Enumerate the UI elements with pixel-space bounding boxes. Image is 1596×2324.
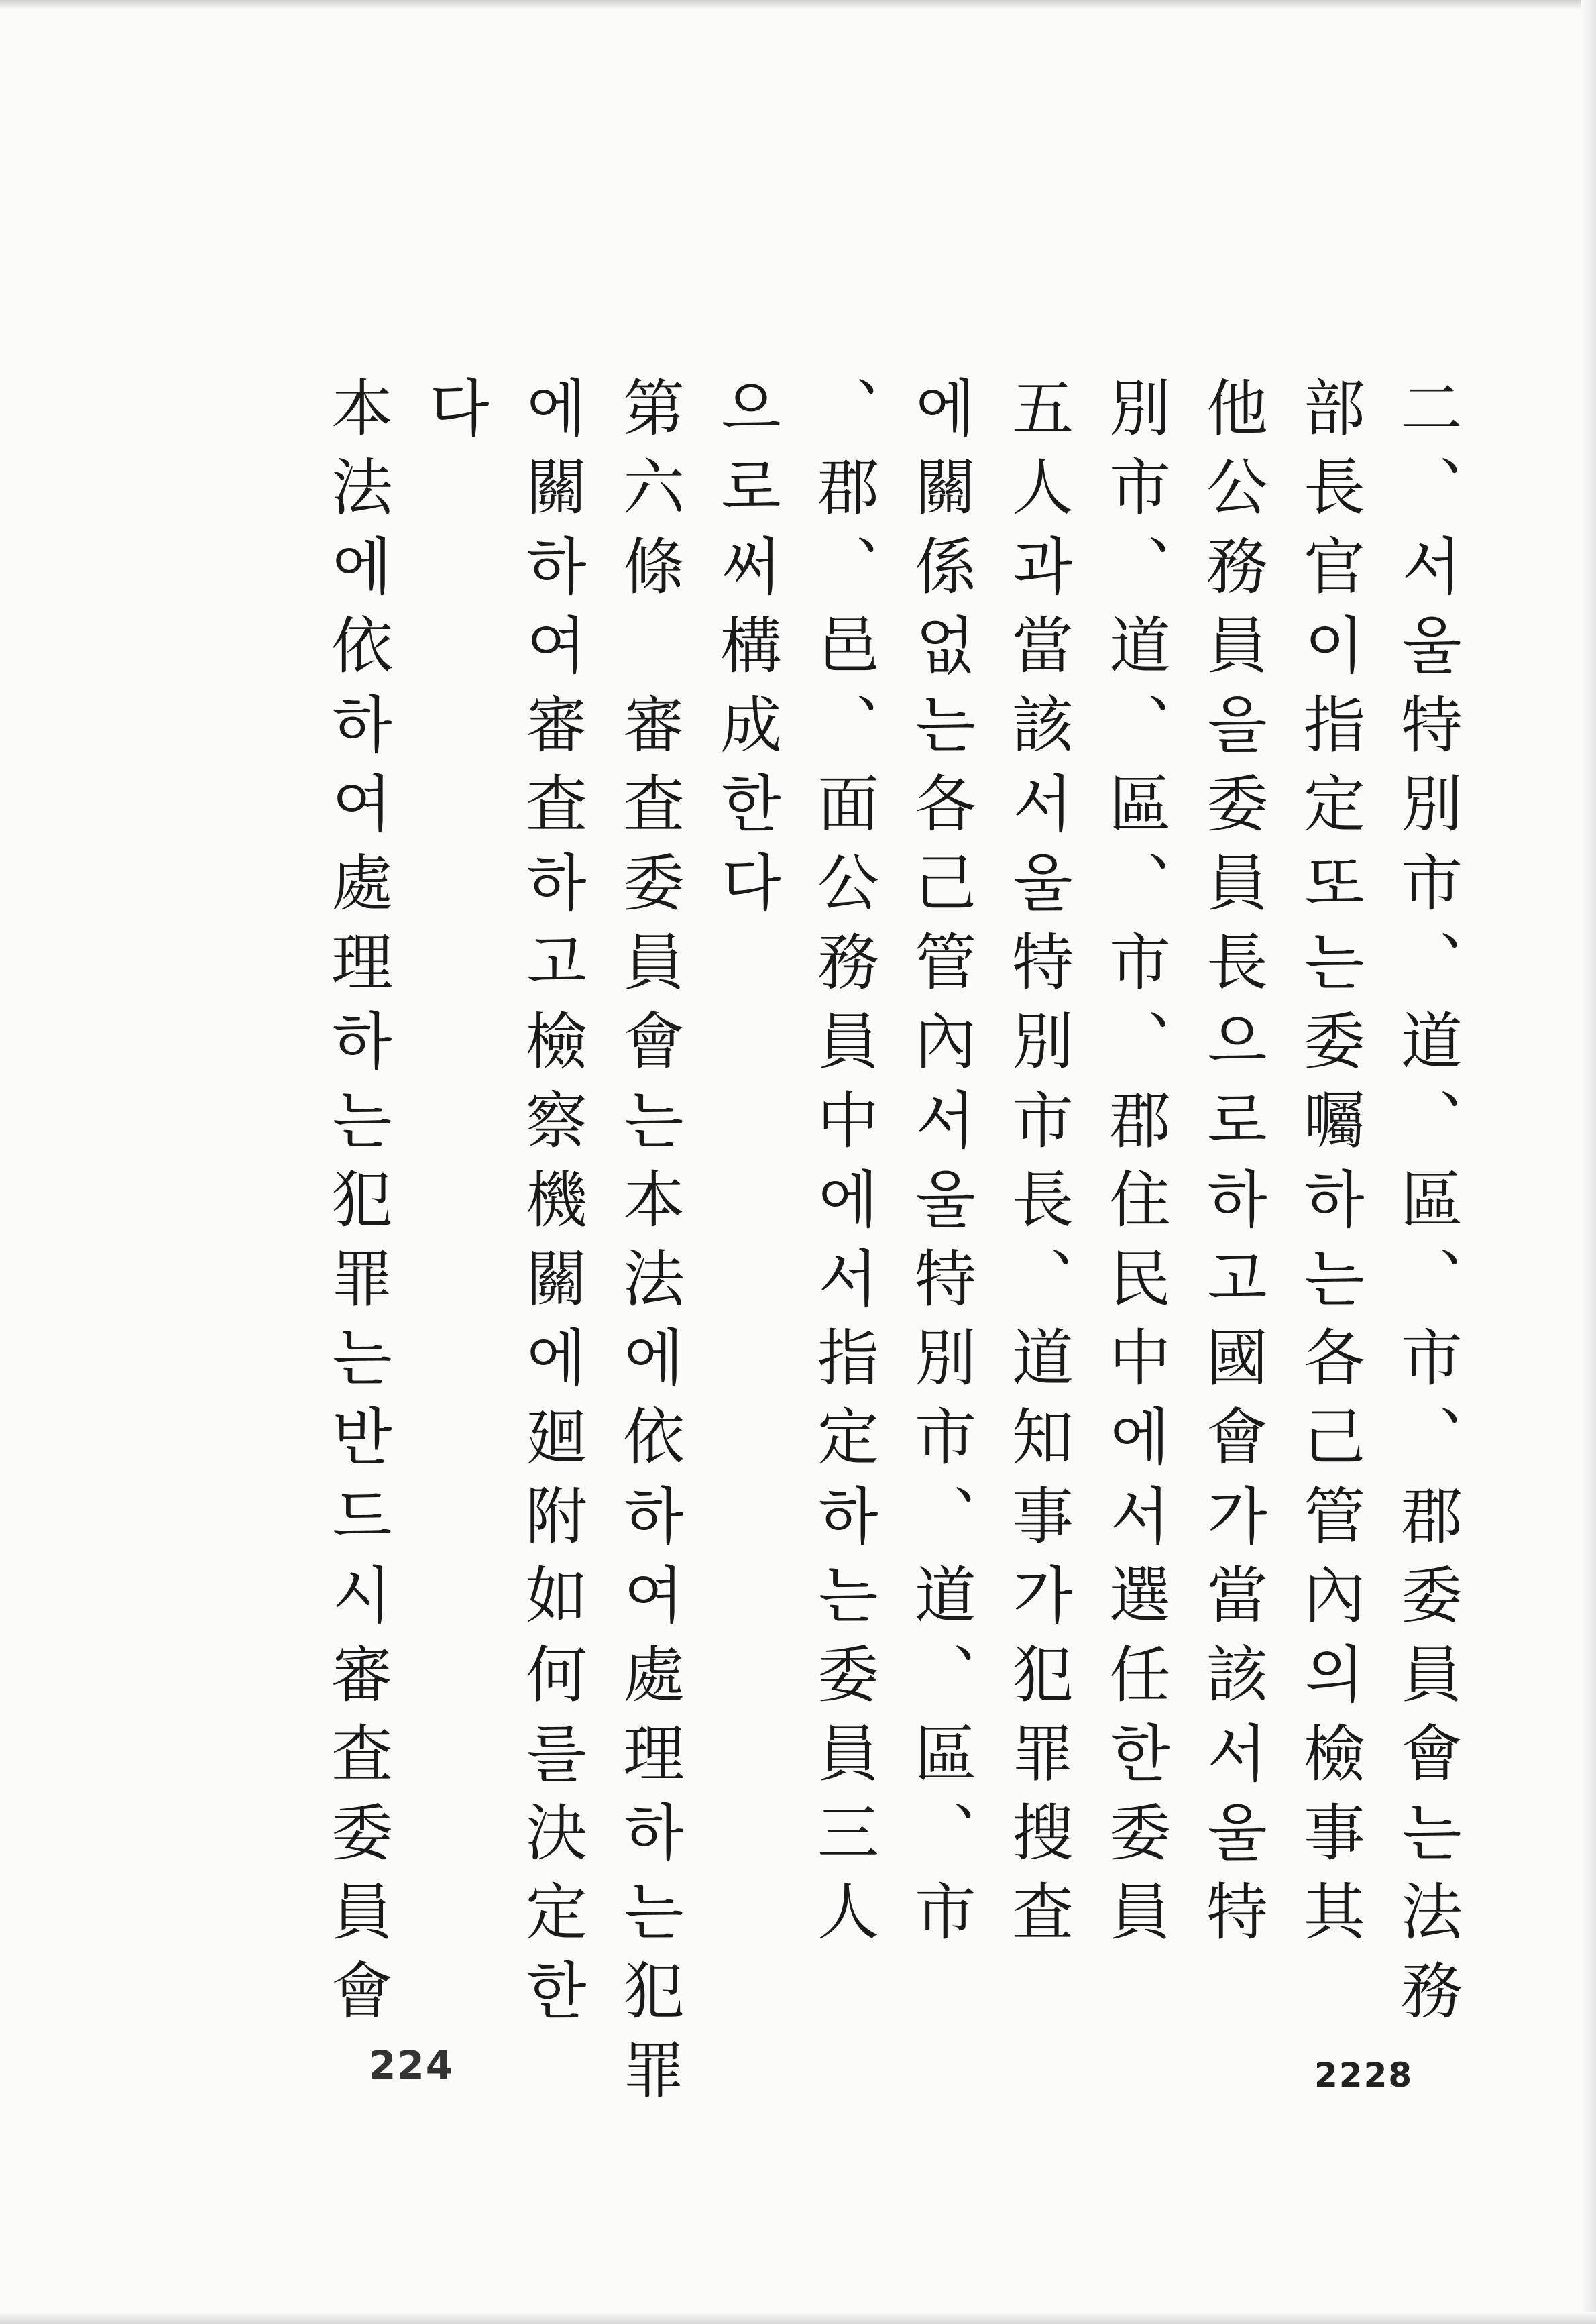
text-column-1: 二、서울特別市、道、區、市、郡委員會는法務 bbox=[1391, 376, 1463, 2038]
text-column-7: 、郡、邑、面公務員中에서指定하는委員三人 bbox=[807, 376, 879, 1958]
text-column-3: 他公務員을委員長으로하고國會가當該서울特 bbox=[1196, 376, 1268, 1958]
text-column-2: 部長官이指定또는委囑하는各己管內의檢事其 bbox=[1294, 376, 1365, 1958]
scan-edge-top bbox=[0, 0, 1596, 9]
text-column-6: 에關係없는各己管內서울特別市、道、區、市 bbox=[905, 376, 976, 1958]
text-column-9: 第六條 審査委員會는本法에依하여處理하는犯罪 bbox=[613, 376, 685, 2117]
text-column-11: 다 bbox=[418, 376, 490, 455]
page-number-stamp-right: 2228 bbox=[1314, 2056, 1414, 2095]
vertical-text-body bbox=[268, 376, 1475, 2117]
text-column-8: 으로써構成한다 bbox=[710, 376, 782, 930]
text-column-10: 에關하여審査하고檢察機關에廻附如何를決定한 bbox=[516, 376, 587, 2038]
text-column-12: 本法에依하여處理하는犯罪는반드시審査委員會 bbox=[321, 376, 393, 2038]
text-column-5: 五人과當該서울特別市長、道知事가犯罪搜査 bbox=[1002, 376, 1074, 1958]
text-column-4: 別市、道、區、市、郡住民中에서選任한委員 bbox=[1099, 376, 1171, 1958]
scan-edge-bottom bbox=[0, 2312, 1596, 2324]
page-number-stamp-left: 224 bbox=[369, 2042, 455, 2088]
scan-edge-right bbox=[1581, 0, 1596, 2324]
